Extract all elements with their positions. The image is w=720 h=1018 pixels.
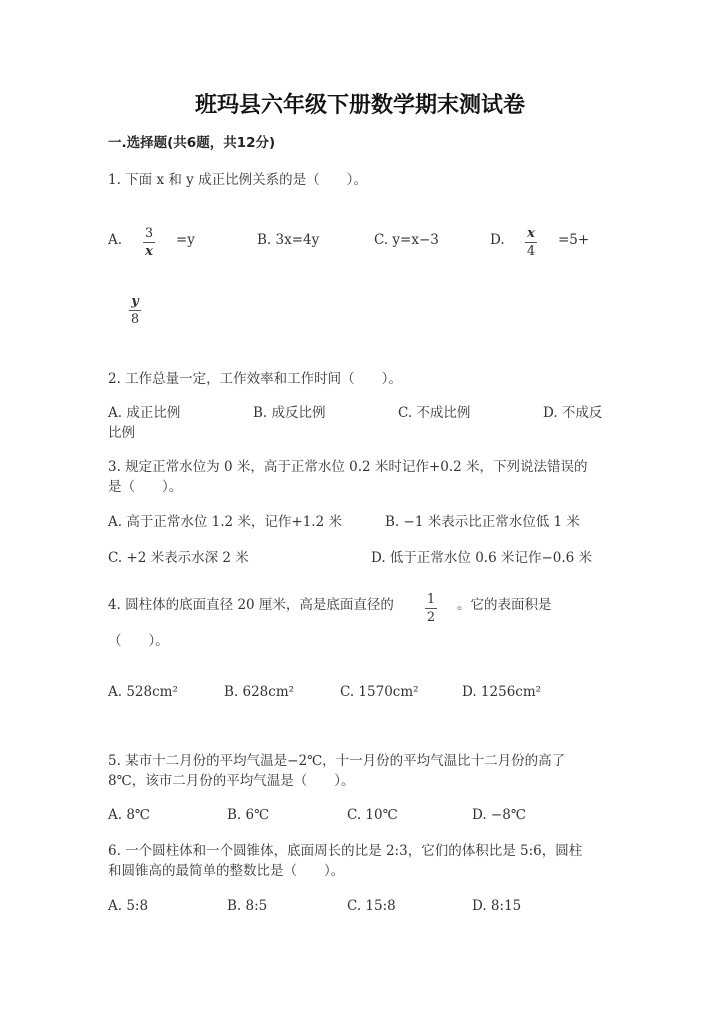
q1-option-d-fraction	[525, 226, 537, 259]
page-title: 班玛县六年级下册数学期末测试卷	[194, 93, 525, 118]
denominator: 8	[130, 312, 140, 327]
q4-stem-1: 4. 圆柱体的底面直径 20 厘米，高是底面直径的	[108, 597, 394, 613]
q3-option-b: B. −1 米表示比正常水位低 1 米	[385, 514, 580, 530]
q4-option-a: A. 528cm²	[108, 684, 178, 700]
q5-stem-1: 5. 某市十二月份的平均气温是−2℃，十一月份的平均气温比十二月份的高了	[108, 753, 566, 769]
denominator: 4	[526, 244, 536, 259]
q2-option-d: D. 不成反	[543, 405, 603, 421]
q4-stem-3: （ ）。	[108, 633, 169, 649]
numerator: x	[527, 226, 535, 241]
q3-stem-2: 是（ ）。	[108, 479, 183, 495]
q3-stem-1: 3. 规定正常水位为 0 米，高于正常水位 0.2 米时记作+0.2 米，下列说法错误的	[108, 459, 588, 475]
q4-fraction	[425, 592, 437, 625]
q4-option-c: C. 1570cm²	[340, 684, 419, 700]
section-heading: 一.选择题(共6题，共12分)	[108, 135, 276, 151]
q1-option-b: B. 3x=4y	[257, 232, 320, 248]
q2-option-b: B. 成反比例	[253, 405, 326, 421]
q2-stem: 2. 工作总量一定，工作效率和工作时间（ ）。	[108, 371, 402, 387]
q1-option-a-label: A.	[108, 232, 123, 248]
q3-option-d: D. 低于正常水位 0.6 米记作−0.6 米	[371, 550, 593, 566]
denominator: x	[145, 244, 153, 259]
q1-option-a-rest: =y	[176, 232, 195, 248]
q3-option-a: A. 高于正常水位 1.2 米，记作+1.2 米	[108, 514, 342, 530]
q1-stem: 1. 下面 x 和 y 成正比例关系的是（ ）。	[108, 172, 367, 188]
q3-option-c: C. +2 米表示水深 2 米	[108, 550, 249, 566]
numerator: 3	[144, 226, 154, 241]
q4-option-d: D. 1256cm²	[462, 684, 542, 700]
q5-option-a: A. 8℃	[108, 807, 151, 823]
q5-option-c: C. 10℃	[347, 807, 398, 823]
q1-option-d-rest: =5+	[558, 232, 590, 248]
numerator: y	[131, 294, 139, 309]
q5-stem-2: 8℃，该市二月份的平均气温是（ ）。	[108, 773, 355, 789]
q6-option-a: A. 5:8	[108, 898, 149, 914]
q4-option-b: B. 628cm²	[224, 684, 295, 700]
q6-option-d: D. 8:15	[472, 898, 522, 914]
denominator: 2	[426, 610, 436, 625]
q6-stem-2: 和圆锥高的最简单的整数比是（ ）。	[108, 863, 345, 879]
numerator: 1	[426, 592, 436, 607]
q2-option-d-cont: 比例	[108, 425, 135, 441]
q6-option-b: B. 8:5	[227, 898, 268, 914]
q6-stem-1: 6. 一个圆柱体和一个圆锥体，底面周长的比是 2:3，它们的体积比是 5:6，圆柱	[108, 843, 583, 859]
q2-option-c: C. 不成比例	[398, 405, 471, 421]
q2-option-a: A. 成正比例	[108, 405, 181, 421]
q5-option-d: D. −8℃	[472, 807, 526, 823]
q1-option-d-label: D.	[490, 232, 505, 248]
q1-option-d-fraction2	[129, 294, 141, 327]
q4-stem-2: 。它的表面积是	[457, 597, 552, 613]
q6-option-c: C. 15:8	[347, 898, 396, 914]
q1-option-c: C. y=x−3	[374, 232, 439, 248]
q1-option-a-fraction	[143, 226, 155, 259]
q5-option-b: B. 6℃	[227, 807, 270, 823]
